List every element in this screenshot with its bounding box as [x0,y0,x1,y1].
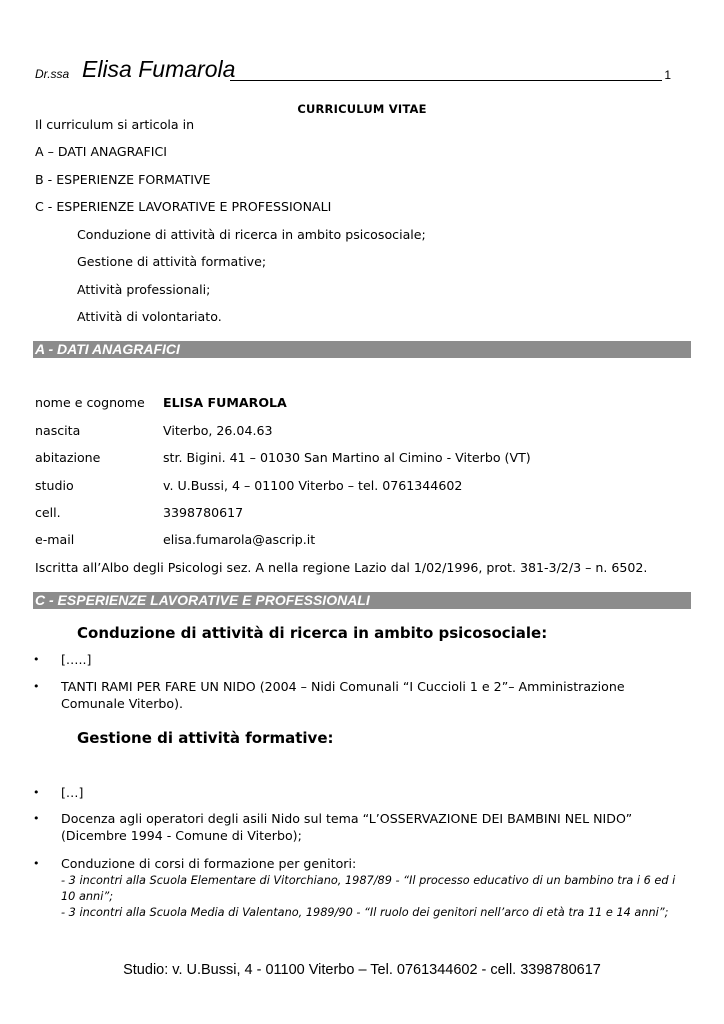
page-header [35,58,671,84]
training-subheading: Gestione di attività formative: [77,729,334,747]
bullet-icon: • [33,857,40,870]
page-footer: Studio: v. U.Bussi, 4 - 01100 Viterbo – Tel. 0761344602 - cell. 3398780617 [123,962,601,978]
intro-line: Il curriculum si articola in [35,117,195,132]
training-item: Conduzione di corsi di formazione per genitori: [61,856,357,871]
intro-subitem-research: Conduzione di attività di ricerca in ambito psicosociale; [77,227,426,242]
research-item: TANTI RAMI PER FARE UN NIDO (2004 – Nidi Comunali “I Cuccioli 1 e 2”– Amministrazione Comunale Viterbo). [61,679,625,711]
value-office: v. U.Bussi, 4 – 01100 Viterbo – tel. 0761344602 [163,478,463,493]
intro-section-a: A – DATI ANAGRAFICI [35,144,167,159]
value-residence: str. Bigini. 41 – 01030 San Martino al Cimino - Viterbo (VT) [163,450,531,465]
bullet-icon: • [33,653,40,666]
bullet-icon: • [33,812,40,825]
intro-subitem-professional: Attività professionali; [77,282,211,297]
training-detail: - 3 incontri alla Scuola Elementare di Vitorchiano, 1987/89 - “Il processo educativo di un bambino tra i 6 ed i 10 anni”; [61,874,676,903]
page-number: 1 [664,68,671,82]
header-rule [230,80,662,81]
training-detail: - 3 incontri alla Scuola Media di Valentano, 1989/90 - “Il ruolo dei genitori nell’arco di età tra 11 e 14 anni”; [61,906,669,919]
label-email: e-mail [35,532,75,547]
label-birth: nascita [35,423,81,438]
research-item: […..] [61,652,92,667]
value-email: elisa.fumarola@ascrip.it [163,532,316,547]
training-item: Docenza agli operatori degli asili Nido sul tema “L’OSSERVAZIONE DEI BAMBINI NEL NIDO” (Dicembre 1994 - Comune di Viterbo); [61,811,633,843]
document-title: CURRICULUM VITAE [297,102,427,116]
bullet-icon: • [33,680,40,693]
intro-section-b: B - ESPERIENZE FORMATIVE [35,172,211,187]
bullet-icon: • [33,786,40,799]
value-birth: Viterbo, 26.04.63 [163,423,273,438]
research-subheading: Conduzione di attività di ricerca in ambito psicosociale: [77,624,548,642]
intro-section-c: C - ESPERIENZE LAVORATIVE E PROFESSIONALI [35,199,332,214]
author-name: Elisa Fumarola [82,56,236,82]
value-mobile: 3398780617 [163,505,244,520]
intro-subitem-volunteer: Attività di volontariato. [77,309,222,324]
section-c-heading: C - ESPERIENZE LAVORATIVE E PROFESSIONALI [33,592,691,609]
registration-note: Iscritta all’Albo degli Psicologi sez. A nella regione Lazio dal 1/02/1996, prot. 381-3/2/3 – n. 6502. [35,560,648,575]
intro-subitem-training: Gestione di attività formative; [77,254,267,269]
label-mobile: cell. [35,505,61,520]
training-item: […] [61,785,84,800]
value-name: ELISA FUMAROLA [163,395,287,410]
label-name: nome e cognome [35,395,145,410]
title-prefix: Dr.ssa [35,67,70,81]
section-a-heading: A - DATI ANAGRAFICI [33,341,691,358]
label-residence: abitazione [35,450,101,465]
label-office: studio [35,478,74,493]
